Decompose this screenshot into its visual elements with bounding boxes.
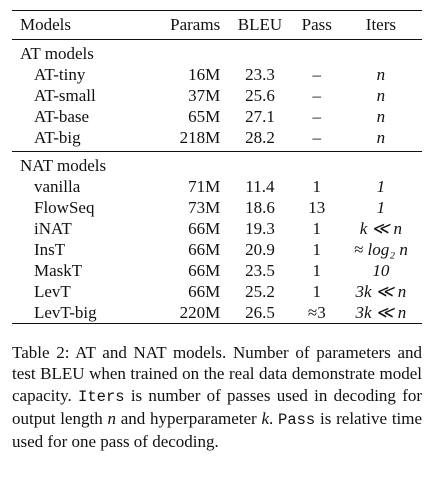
cell-pass: ≈3	[294, 302, 340, 324]
cell-params: 66M	[188, 282, 221, 301]
table-row	[12, 85, 422, 106]
cell-pass: –	[312, 128, 322, 147]
cell-params: 73M	[188, 198, 221, 217]
cell-bleu: 18.6	[245, 198, 275, 217]
cell-iters: k ≪ n	[359, 219, 403, 238]
cell-pass: –	[312, 107, 322, 126]
cell-bleu: 28.2	[245, 128, 275, 147]
cell-model: InsT	[34, 240, 66, 259]
cell-iters: n	[376, 65, 386, 84]
cell-iters: 1	[376, 177, 386, 196]
cell-model: iNAT	[34, 219, 72, 238]
cell-pass: –	[312, 86, 322, 105]
cell-iters: ≈ log₂ n	[353, 240, 408, 259]
cell-params: 37M	[188, 86, 221, 105]
cell-bleu: 19.3	[245, 219, 275, 238]
header-pass: Pass	[301, 15, 332, 34]
caption-var-n: n	[107, 408, 116, 428]
results-table-container	[12, 10, 422, 324]
cell-params: 66M	[188, 240, 221, 259]
table-row	[12, 281, 422, 302]
table-row	[12, 127, 422, 148]
group-label: AT models	[12, 40, 422, 65]
cell-model: MaskT	[34, 261, 83, 280]
cell-pass: 13	[308, 198, 326, 217]
table-row	[12, 239, 422, 260]
cell-model: AT-base	[34, 107, 90, 126]
cell-bleu: 25.2	[245, 282, 275, 301]
group-header-row	[12, 40, 422, 65]
cell-pass: 1	[312, 219, 322, 238]
cell-bleu: 26.5	[226, 302, 294, 324]
table-row	[12, 106, 422, 127]
caption-part5: is relative time used for one pass of decoding.	[12, 408, 423, 452]
table-caption	[12, 342, 422, 452]
cell-model: vanilla	[34, 177, 81, 196]
caption-part1: Table 2: AT and NAT models. Number of parameters and test BLEU when trained on the real data demonstrate model capacity.	[12, 343, 422, 405]
cell-model: AT-tiny	[34, 65, 86, 84]
table-header-row	[12, 11, 422, 40]
results-table	[12, 10, 422, 324]
cell-model: AT-small	[34, 86, 96, 105]
table-row	[12, 218, 422, 239]
cell-model: AT-big	[34, 128, 81, 147]
cell-iters: n	[376, 107, 386, 126]
cell-params: 71M	[188, 177, 221, 196]
group-header-row	[12, 152, 422, 177]
table-row	[12, 197, 422, 218]
caption-part2: is number of passes used in decoding for output length	[12, 385, 423, 428]
cell-iters: 1	[376, 198, 386, 217]
cell-pass: 1	[312, 240, 322, 259]
caption-part3: and hyperparameter	[120, 408, 257, 428]
cell-params: 218M	[179, 128, 221, 147]
caption-pass-code: Pass	[278, 410, 316, 429]
cell-iters: n	[376, 86, 386, 105]
cell-model: LevT	[34, 282, 71, 301]
cell-model: FlowSeq	[34, 198, 95, 217]
header-iters: Iters	[365, 15, 396, 34]
cell-pass: 1	[312, 261, 322, 280]
cell-bleu: 23.3	[245, 65, 275, 84]
caption-iters-code: Iters	[78, 387, 125, 406]
cell-pass: –	[312, 65, 322, 84]
cell-model: LevT-big	[12, 302, 141, 324]
cell-bleu: 20.9	[245, 240, 275, 259]
table-row	[12, 260, 422, 281]
table-row	[12, 302, 422, 324]
table-row	[12, 64, 422, 85]
cell-params: 65M	[188, 107, 221, 126]
cell-bleu: 11.4	[245, 177, 275, 196]
cell-iters: n	[376, 128, 386, 147]
cell-pass: 1	[312, 177, 322, 196]
cell-iters: 3k ≪ n	[340, 302, 422, 324]
group-label: NAT models	[12, 152, 422, 177]
caption-var-k: k	[261, 408, 270, 428]
header-models: Models	[20, 15, 71, 34]
header-params: Params	[170, 15, 221, 34]
cell-iters: 3k ≪ n	[355, 282, 407, 301]
table-row	[12, 176, 422, 197]
cell-iters: 10	[372, 261, 390, 280]
cell-params: 16M	[188, 65, 221, 84]
header-bleu: BLEU	[237, 15, 283, 34]
cell-bleu: 25.6	[245, 86, 275, 105]
cell-pass: 1	[312, 282, 322, 301]
cell-params: 220M	[141, 302, 226, 324]
cell-bleu: 23.5	[245, 261, 275, 280]
table-body	[12, 40, 422, 324]
cell-bleu: 27.1	[245, 107, 275, 126]
cell-params: 66M	[188, 261, 221, 280]
cell-params: 66M	[188, 219, 221, 238]
caption-part4: .	[269, 408, 274, 428]
